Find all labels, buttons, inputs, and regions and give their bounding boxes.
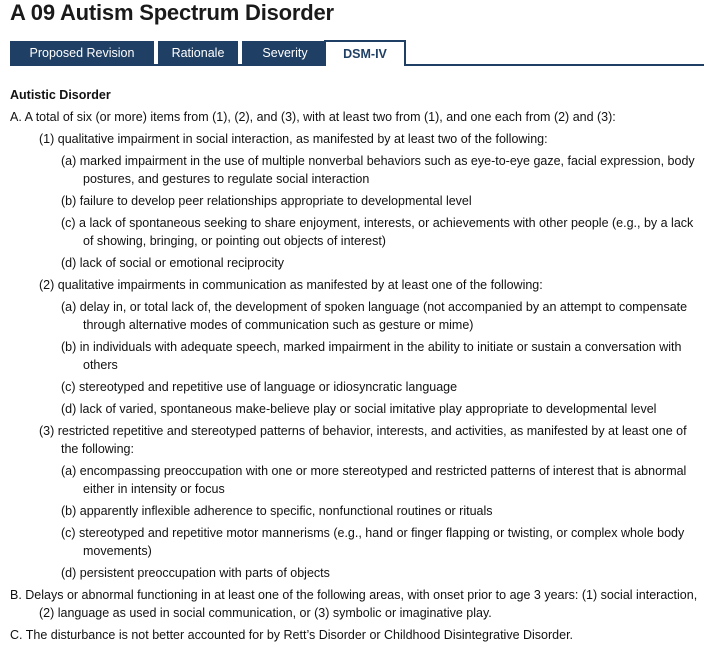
page-title: A 09 Autism Spectrum Disorder	[10, 0, 334, 25]
group-2-item-a: (a) delay in, or total lack of, the development of spoken language (not accompanied by an attempt to compensate through alternative modes of communication such as gesture or mime)	[61, 300, 688, 332]
group-1-item-c: (c) a lack of spontaneous seeking to share enjoyment, interests, or achievements with other people (e.g., by a lack of showing, bringing, or pointing out objects of interest)	[61, 216, 694, 248]
group-1-label: (1) qualitative impairment in social interaction, as manifested by at least two of the following:	[39, 132, 548, 146]
group-1-item-a: (a) marked impairment in the use of multiple nonverbal behaviors such as eye-to-eye gaze, facial expression, body postures, and gestures to regulate social interaction	[61, 154, 695, 186]
criterion-c: C. The disturbance is not better accounted for by Rett’s Disorder or Childhood Disintegrative Disorder.	[10, 628, 574, 642]
criterion-a: A. A total of six (or more) items from (1), (2), and (3), with at least two from (1), and one each from (2) and (3):	[10, 110, 616, 124]
group-3-item-c: (c) stereotyped and repetitive motor mannerisms (e.g., hand or finger flapping or twisting, or complex whole body movements)	[61, 526, 685, 558]
criteria-content	[10, 86, 704, 644]
group-1-item-d: (d) lack of social or emotional reciprocity	[61, 256, 284, 270]
group-3-item-a: (a) encompassing preoccupation with one or more stereotyped and restricted patterns of interest that is abnormal either in intensity or focus	[61, 464, 687, 496]
group-2-item-b: (b) in individuals with adequate speech, marked impairment in the ability to initiate or sustain a conversation with others	[61, 340, 682, 372]
group-3-item-b: (b) apparently inflexible adherence to specific, nonfunctional routines or rituals	[61, 504, 493, 518]
tab-bar	[10, 40, 704, 65]
group-3-label: (3) restricted repetitive and stereotyped patterns of behavior, interests, and activities, as manifested by at least one of the following:	[39, 424, 687, 456]
section-heading: Autistic Disorder	[10, 88, 111, 102]
tab-rationale[interactable]: Rationale	[158, 41, 238, 65]
group-2-label: (2) qualitative impairments in communication as manifested by at least one of the following:	[39, 278, 543, 292]
group-2-item-d: (d) lack of varied, spontaneous make-believe play or social imitative play appropriate to developmental level	[61, 402, 657, 416]
group-3-item-d: (d) persistent preoccupation with parts of objects	[61, 566, 330, 580]
tab-severity[interactable]: Severity	[242, 41, 328, 65]
group-2-item-c: (c) stereotyped and repetitive use of language or idiosyncratic language	[61, 380, 458, 394]
tab-proposed-revision[interactable]: Proposed Revision	[10, 41, 154, 65]
tab-dsm-iv[interactable]: DSM-IV	[324, 40, 406, 66]
group-1-item-b: (b) failure to develop peer relationships appropriate to developmental level	[61, 194, 472, 208]
criterion-b: B. Delays or abnormal functioning in at least one of the following areas, with onset prior to age 3 years: (1) social interaction, (2) language as used in social communication, or (3) symbolic or imaginative play.	[10, 588, 698, 620]
